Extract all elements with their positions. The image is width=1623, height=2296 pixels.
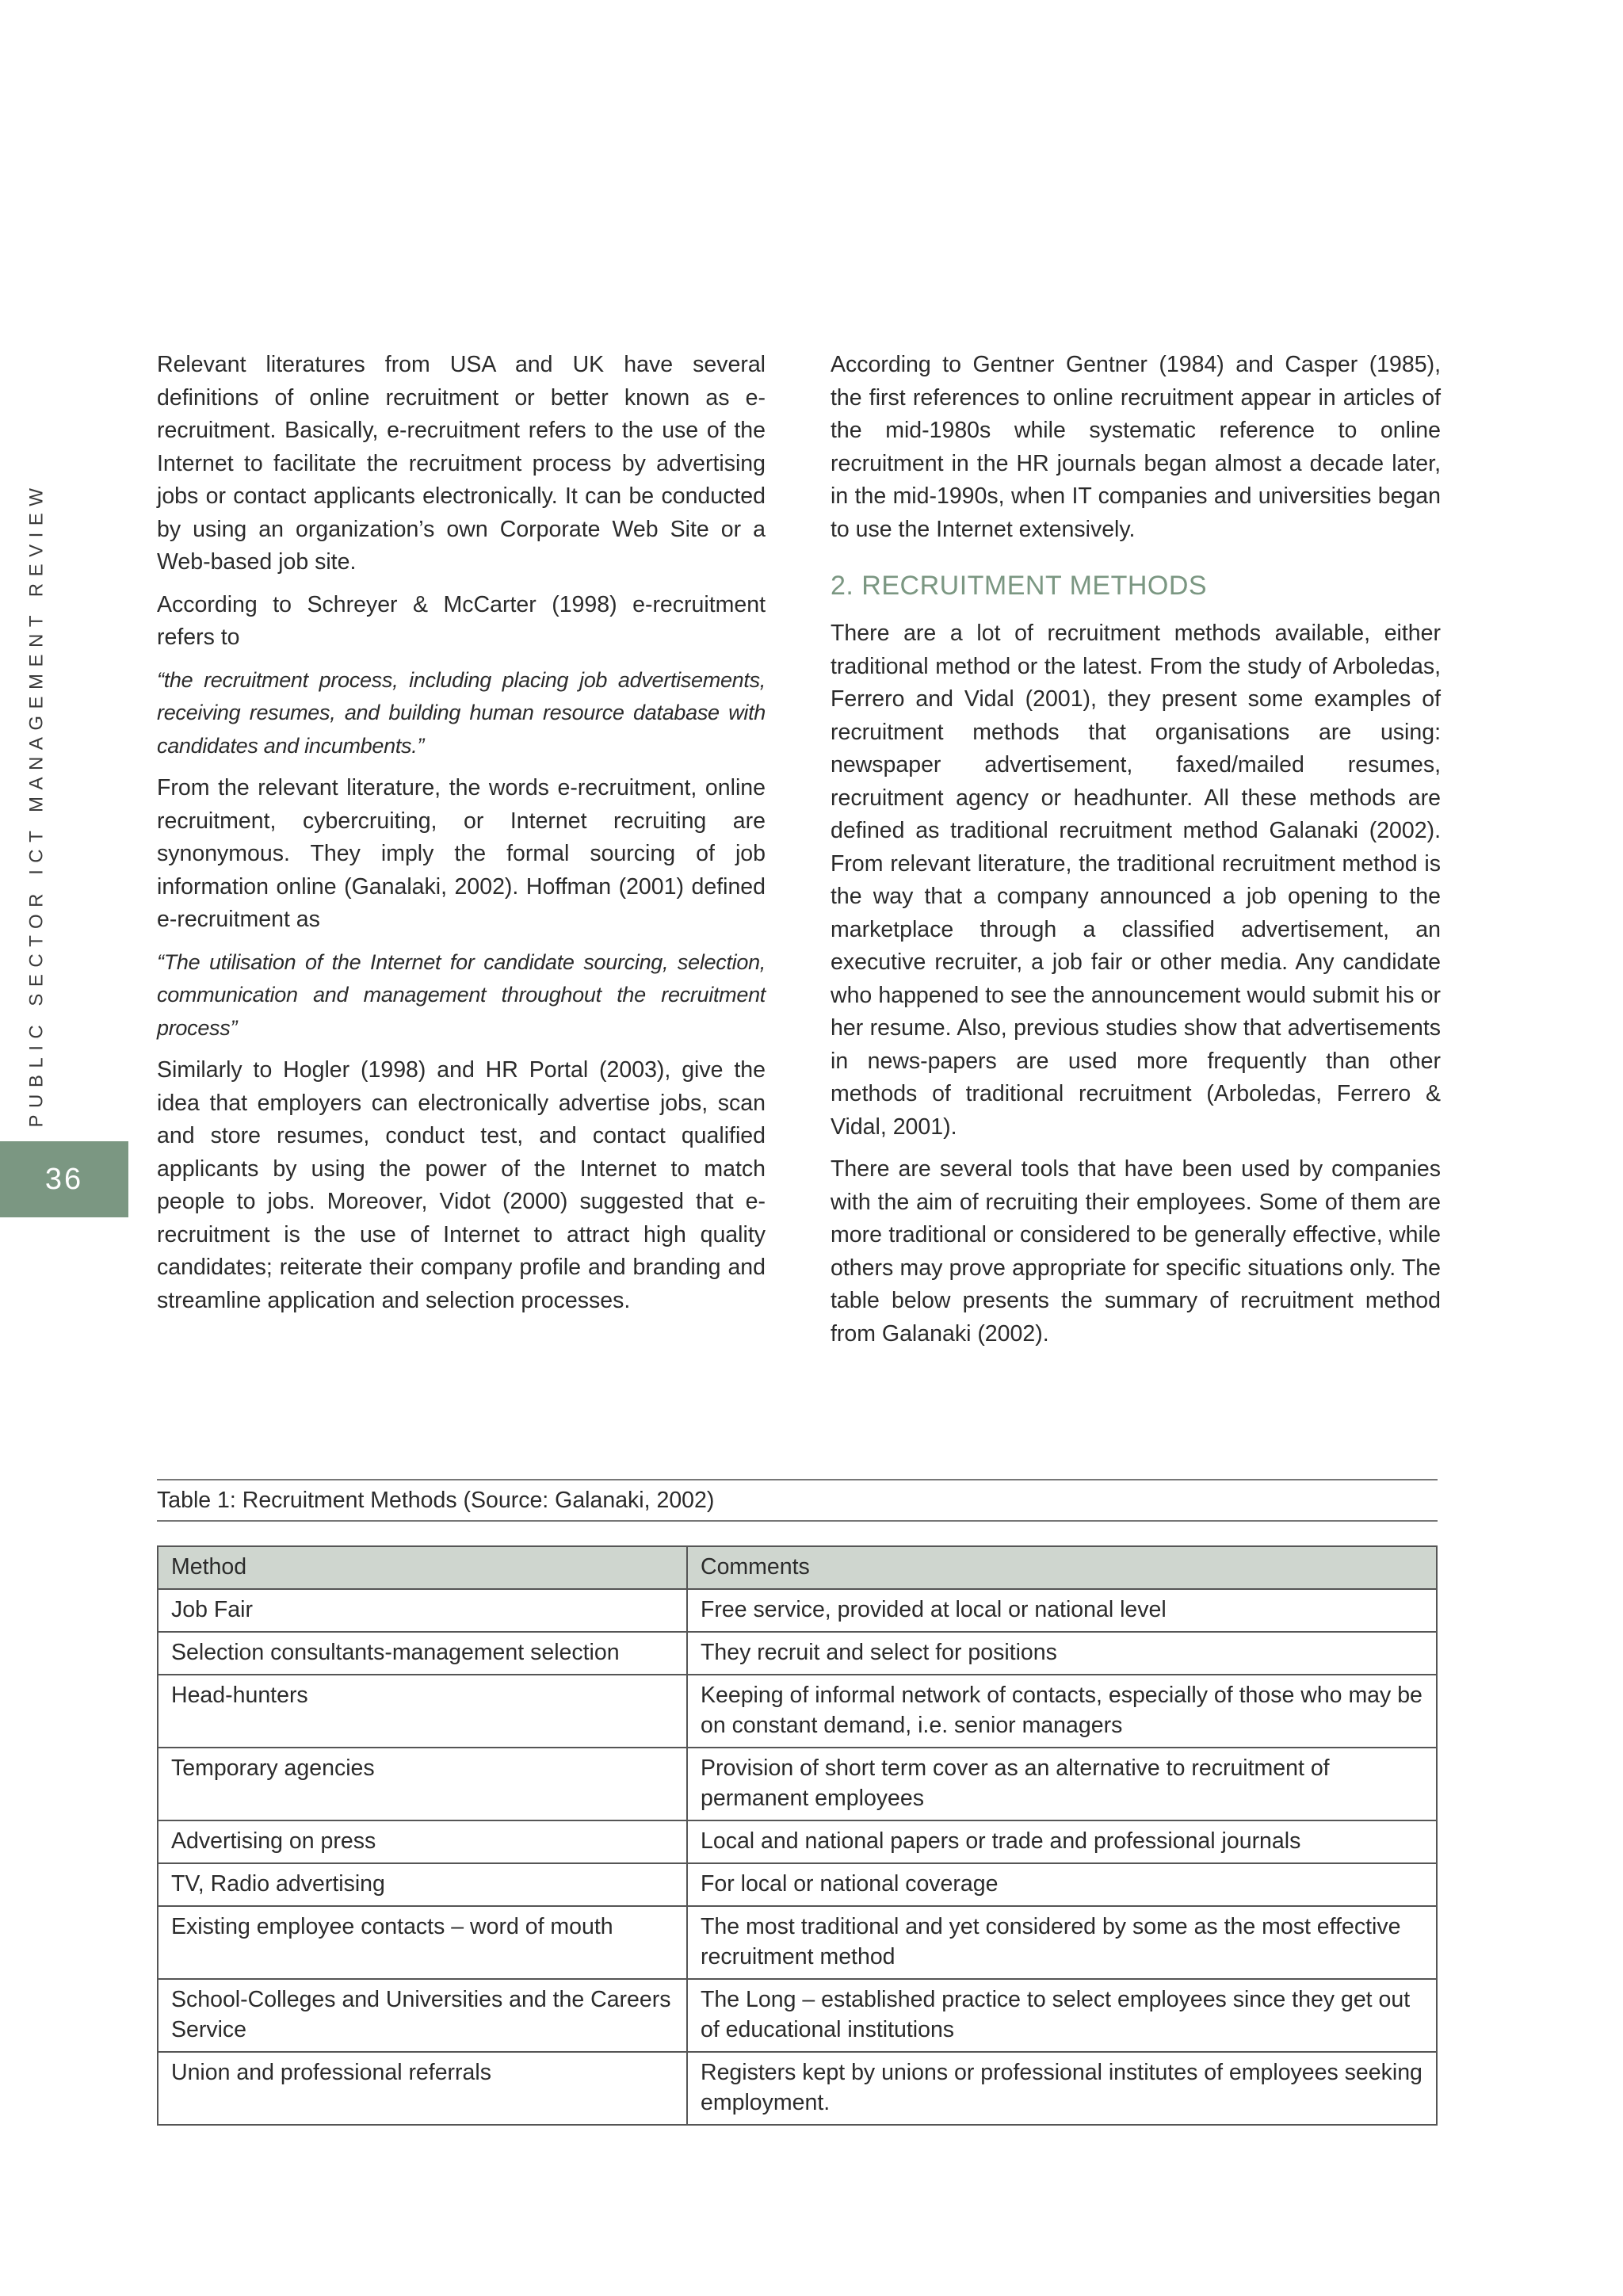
table-row bbox=[158, 1632, 1437, 1675]
column-header-method: Method bbox=[158, 1546, 687, 1589]
comments-cell: Provision of short term cover as an alternative to recruitment of permanent employees bbox=[687, 1748, 1437, 1820]
comments-cell: Keeping of informal network of contacts, especially of those who may be on constant demand, i.e. senior managers bbox=[687, 1675, 1437, 1748]
page-number-tab bbox=[0, 1141, 128, 1217]
table-caption: Table 1: Recruitment Methods (Source: Galanaki, 2002) bbox=[157, 1479, 1438, 1522]
comments-cell: For local or national coverage bbox=[687, 1863, 1437, 1906]
method-cell: School-Colleges and Universities and the Careers Service bbox=[158, 1979, 687, 2052]
comments-cell: Local and national papers or trade and professional journals bbox=[687, 1820, 1437, 1863]
paragraph: From the relevant literature, the words e-recruitment, online recruitment, cybercruiting, or Internet recruiting are synonymous. They imply the formal sourcing of job information online (Ganalaki, 2002). Hoffman (2001) defined e-recruitment as bbox=[157, 775, 766, 932]
method-cell: Temporary agencies bbox=[158, 1748, 687, 1820]
method-cell: TV, Radio advertising bbox=[158, 1863, 687, 1906]
comments-cell: Registers kept by unions or professional institutes of employees seeking employment. bbox=[687, 2052, 1437, 2125]
method-cell: Selection consultants-management selection bbox=[158, 1632, 687, 1675]
right-column bbox=[831, 349, 1441, 1360]
paragraph: According to Gentner Gentner (1984) and Casper (1985), the first references to online recruitment appear in articles of the mid-1980s while systematic reference to online recruitment in the HR journals began almost a decade later, in the mid-1990s, when IT companies and universities began to use the Internet extensively. bbox=[831, 352, 1441, 542]
table-row bbox=[158, 1675, 1437, 1748]
table-row bbox=[158, 1820, 1437, 1863]
block-quote: “the recruitment process, including placing job advertisements, receiving resumes, and building human resource database with candidates and incumbents.” bbox=[157, 667, 766, 758]
table-row bbox=[158, 2052, 1437, 2125]
paragraph: Relevant literatures from USA and UK have several definitions of online recruitment or better known as e-recruitment. Basically, e-recruitment refers to the use of the Internet to facilitate the recruitment process by advertising jobs or contact applicants electronically. It can be conducted by using an organization’s own Corporate Web Site or a Web-based job site. bbox=[157, 352, 766, 575]
running-header bbox=[19, 481, 54, 1128]
method-cell: Existing employee contacts – word of mouth bbox=[158, 1906, 687, 1979]
paragraph: There are several tools that have been used by companies with the aim of recruiting their employees. Some of them are more traditional or considered to be generally effective, while others may prove appropriate for specific situations only. The table below presents the summary of recruitment method from Galanaki (2002). bbox=[831, 1156, 1441, 1347]
section-heading: 2. RECRUITMENT METHODS bbox=[831, 571, 1208, 601]
paragraph: Similarly to Hogler (1998) and HR Portal (2003), give the idea that employers can electronically advertise jobs, scan and store resumes, conduct test, and contact qualified applicants by using the power of the Internet to match people to jobs. Moreover, Vidot (2000) suggested that e-recruitment is the use of Internet to attract high quality candidates; reiterate their company profile and branding and streamline application and selection processes. bbox=[157, 1057, 766, 1313]
comments-cell: Free service, provided at local or national level bbox=[687, 1589, 1437, 1632]
table-row bbox=[158, 1906, 1437, 1979]
column-header-comments: Comments bbox=[687, 1546, 1437, 1589]
method-cell: Head-hunters bbox=[158, 1675, 687, 1748]
running-header-text: PUBLIC SECTOR ICT MANAGEMENT REVIEW bbox=[25, 481, 48, 1128]
paragraph: According to Schreyer & McCarter (1998) e-recruitment refers to bbox=[157, 591, 766, 650]
comments-cell: The most traditional and yet considered by some as the most effective recruitment method bbox=[687, 1906, 1437, 1979]
table-row bbox=[158, 1863, 1437, 1906]
comments-cell: The Long – established practice to select employees since they get out of educational institutions bbox=[687, 1979, 1437, 2052]
block-quote: “The utilisation of the Internet for candidate sourcing, selection, communication and management throughout the recruitment process” bbox=[157, 949, 766, 1040]
table-row bbox=[158, 1748, 1437, 1820]
table-row bbox=[158, 1979, 1437, 2052]
left-column bbox=[157, 349, 766, 1327]
comments-cell: They recruit and select for positions bbox=[687, 1632, 1437, 1675]
recruitment-methods-table bbox=[157, 1545, 1438, 2126]
paragraph: There are a lot of recruitment methods available, either traditional method or the latest. From the study of Arboledas, Ferrero and Vidal (2001), they present some examples of recruitment methods that organisations are using: newspaper advertisement, faxed/mailed resumes, recruitment agency or headhunter. All these methods are defined as traditional recruitment method Galanaki (2002). From relevant literature, the traditional recruitment method is the way that a company announced a job opening to the marketplace through a classified advertisement, an executive recruiter, a job fair or other media. Any candidate who happened to see the announcement would submit his or her resume. Also, previous studies show that advertisements in news-papers are used more frequently than other methods of traditional recruitment (Arboledas, Ferrero & Vidal, 2001). bbox=[831, 621, 1441, 1140]
table-row bbox=[158, 1589, 1437, 1632]
method-cell: Union and professional referrals bbox=[158, 2052, 687, 2125]
method-cell: Advertising on press bbox=[158, 1820, 687, 1863]
page-number: 36 bbox=[44, 1162, 84, 1196]
method-cell: Job Fair bbox=[158, 1589, 687, 1632]
table-header-row bbox=[158, 1546, 1437, 1589]
